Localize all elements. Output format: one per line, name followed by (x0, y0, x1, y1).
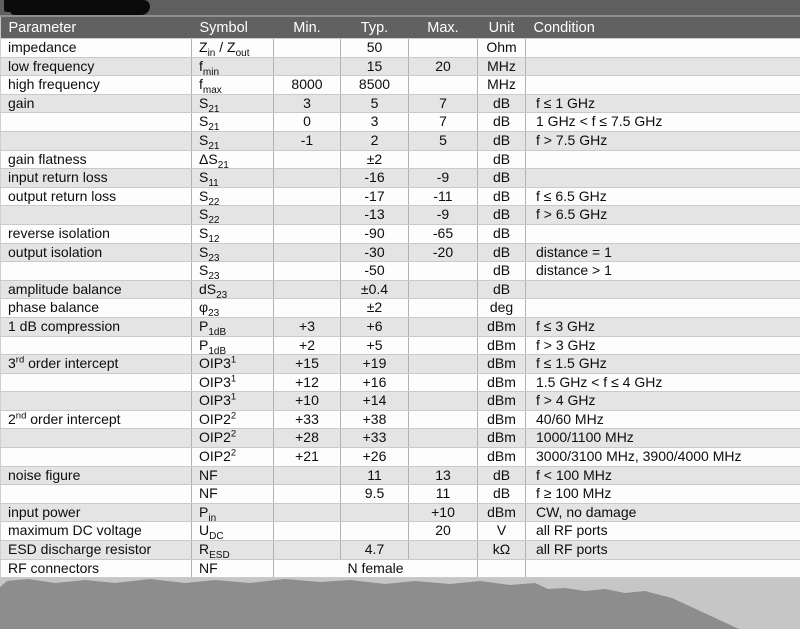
cell-parameter (1, 448, 192, 467)
table-row (1, 373, 800, 392)
table-row (1, 466, 800, 485)
cell-symbol: $S_{22}$ (192, 206, 274, 225)
cell-symbol: NF (192, 485, 274, 504)
cell-min (274, 541, 341, 560)
cell-parameter: 2nd order intercept (1, 410, 192, 429)
cell-parameter: input power (1, 503, 192, 522)
cell-symbol: NF (192, 559, 274, 578)
cell-unit: Ohm (478, 39, 526, 58)
cell-condition: f > 7.5 GHz (526, 131, 800, 150)
cell-merged-value: N female (274, 559, 478, 578)
cell-parameter (1, 429, 192, 448)
cell-unit: dBm (478, 317, 526, 336)
cell-unit: deg (478, 299, 526, 318)
table-body (1, 39, 800, 578)
cell-unit: dB (478, 94, 526, 113)
cell-unit: dBm (478, 429, 526, 448)
cell-condition: f ≤ 1 GHz (526, 94, 800, 113)
table-row (1, 336, 800, 355)
cell-max (409, 150, 478, 169)
cell-max: 5 (409, 131, 478, 150)
cell-symbol: $S_{23}$ (192, 262, 274, 281)
cell-min: 8000 (274, 76, 341, 95)
cell-max: +10 (409, 503, 478, 522)
cell-min: +21 (274, 448, 341, 467)
cell-condition (526, 169, 800, 188)
cell-condition: f ≤ 3 GHz (526, 317, 800, 336)
cell-typ: +14 (341, 392, 409, 411)
cell-parameter (1, 131, 192, 150)
cell-condition: f < 100 MHz (526, 466, 800, 485)
col-header-symbol: Symbol (192, 17, 274, 39)
cell-unit: dB (478, 280, 526, 299)
cell-min: +33 (274, 410, 341, 429)
cell-condition (526, 39, 800, 58)
cell-condition: 1.5 GHz < f ≤ 4 GHz (526, 373, 800, 392)
cell-typ (341, 503, 409, 522)
cell-max: 20 (409, 522, 478, 541)
cell-condition: CW, no damage (526, 503, 800, 522)
cell-typ: +19 (341, 355, 409, 374)
cell-parameter (1, 485, 192, 504)
table-row (1, 187, 800, 206)
table-row (1, 206, 800, 225)
cell-min (274, 262, 341, 281)
table-row (1, 76, 800, 95)
table-row (1, 224, 800, 243)
cell-unit: dBm (478, 336, 526, 355)
cell-symbol: $S_{21}$ (192, 131, 274, 150)
cell-max (409, 410, 478, 429)
cell-min (274, 187, 341, 206)
cell-symbol: $OIP3^1$ (192, 355, 274, 374)
cell-typ: +26 (341, 448, 409, 467)
cell-typ: 9.5 (341, 485, 409, 504)
cell-condition: all RF ports (526, 522, 800, 541)
cell-parameter: RF connectors (1, 559, 192, 578)
cell-parameter (1, 392, 192, 411)
cell-typ: -30 (341, 243, 409, 262)
table-row (1, 485, 800, 504)
cell-typ: -13 (341, 206, 409, 225)
cell-unit: dB (478, 262, 526, 281)
cell-typ: +6 (341, 317, 409, 336)
cell-min (274, 169, 341, 188)
cell-condition: distance = 1 (526, 243, 800, 262)
table-row (1, 559, 800, 578)
cell-typ: ±2 (341, 299, 409, 318)
cell-parameter: input return loss (1, 169, 192, 188)
cell-symbol: $S_{22}$ (192, 187, 274, 206)
cell-max (409, 336, 478, 355)
cell-parameter: noise figure (1, 466, 192, 485)
table-row (1, 262, 800, 281)
cell-min (274, 485, 341, 504)
cell-max: -9 (409, 169, 478, 188)
cell-typ: -17 (341, 187, 409, 206)
cell-min (274, 466, 341, 485)
cell-unit: dB (478, 466, 526, 485)
cell-typ: ±0.4 (341, 280, 409, 299)
col-header-unit: Unit (478, 17, 526, 39)
cell-typ: 3 (341, 113, 409, 132)
cell-min: +15 (274, 355, 341, 374)
cell-min (274, 243, 341, 262)
cell-symbol: $OIP2^2$ (192, 429, 274, 448)
cell-max (409, 448, 478, 467)
cell-condition: 3000/3100 MHz, 3900/4000 MHz (526, 448, 800, 467)
col-header-parameter: Parameter (1, 17, 192, 39)
cell-parameter: 1 dB compression (1, 317, 192, 336)
cell-max (409, 373, 478, 392)
cell-typ: -90 (341, 224, 409, 243)
cell-condition: f ≤ 1.5 GHz (526, 355, 800, 374)
cell-parameter: impedance (1, 39, 192, 58)
cell-max (409, 280, 478, 299)
cell-parameter: ESD discharge resistor (1, 541, 192, 560)
cell-symbol: $dS_{23}$ (192, 280, 274, 299)
cell-condition: f > 4 GHz (526, 392, 800, 411)
cell-max (409, 299, 478, 318)
cell-parameter: output return loss (1, 187, 192, 206)
cell-parameter (1, 336, 192, 355)
cell-unit: dBm (478, 410, 526, 429)
cell-typ: 4.7 (341, 541, 409, 560)
cell-parameter: high frequency (1, 76, 192, 95)
cell-unit: dBm (478, 373, 526, 392)
table-row (1, 94, 800, 113)
cell-min (274, 299, 341, 318)
table-row (1, 522, 800, 541)
cell-max: -20 (409, 243, 478, 262)
cell-symbol: $P_{in}$ (192, 503, 274, 522)
cell-condition: f ≥ 100 MHz (526, 485, 800, 504)
cell-max: -9 (409, 206, 478, 225)
redacted-title-blob (4, 0, 144, 12)
cell-max (409, 39, 478, 58)
cell-min (274, 150, 341, 169)
cell-parameter: output isolation (1, 243, 192, 262)
cell-symbol: $f_{min}$ (192, 57, 274, 76)
table-row (1, 243, 800, 262)
cell-unit: V (478, 522, 526, 541)
cell-unit: dB (478, 243, 526, 262)
cell-min: 3 (274, 94, 341, 113)
cell-condition (526, 280, 800, 299)
cell-condition (526, 57, 800, 76)
cell-symbol: NF (192, 466, 274, 485)
cell-min (274, 224, 341, 243)
cell-unit: dBm (478, 503, 526, 522)
cell-typ: 8500 (341, 76, 409, 95)
cell-max (409, 392, 478, 411)
table-row (1, 150, 800, 169)
cell-symbol: $P_{1dB}$ (192, 336, 274, 355)
table-row (1, 317, 800, 336)
cell-unit: MHz (478, 76, 526, 95)
table-row (1, 541, 800, 560)
cell-condition: 1000/1100 MHz (526, 429, 800, 448)
cell-unit: MHz (478, 57, 526, 76)
table-row (1, 503, 800, 522)
cell-condition: f ≤ 6.5 GHz (526, 187, 800, 206)
table-header-row (1, 17, 800, 39)
cell-parameter (1, 373, 192, 392)
col-header-min: Min. (274, 17, 341, 39)
cell-typ: 11 (341, 466, 409, 485)
table-row (1, 392, 800, 411)
title-band (0, 0, 800, 17)
cell-max (409, 355, 478, 374)
cell-parameter: phase balance (1, 299, 192, 318)
cell-min: +2 (274, 336, 341, 355)
cell-condition (526, 299, 800, 318)
cell-unit: dB (478, 150, 526, 169)
cell-condition: all RF ports (526, 541, 800, 560)
col-header-condition: Condition (526, 17, 800, 39)
cell-max: -11 (409, 187, 478, 206)
cell-symbol: $P_{1dB}$ (192, 317, 274, 336)
cell-max (409, 262, 478, 281)
cell-symbol: $S_{21}$ (192, 113, 274, 132)
cell-parameter: reverse isolation (1, 224, 192, 243)
cell-min: +3 (274, 317, 341, 336)
cell-max: 7 (409, 113, 478, 132)
cell-condition (526, 224, 800, 243)
cell-unit: dBm (478, 392, 526, 411)
cell-condition: f > 3 GHz (526, 336, 800, 355)
cell-symbol: $S_{11}$ (192, 169, 274, 188)
cell-typ: +16 (341, 373, 409, 392)
table-row (1, 131, 800, 150)
cell-symbol: $R_{ESD}$ (192, 541, 274, 560)
cell-unit: dB (478, 485, 526, 504)
col-header-max: Max. (409, 17, 478, 39)
cell-parameter: gain flatness (1, 150, 192, 169)
cell-max: 13 (409, 466, 478, 485)
cell-parameter: maximum DC voltage (1, 522, 192, 541)
cell-parameter: low frequency (1, 57, 192, 76)
cell-typ: 5 (341, 94, 409, 113)
cell-condition: f > 6.5 GHz (526, 206, 800, 225)
cell-unit: dB (478, 131, 526, 150)
table-row (1, 429, 800, 448)
cell-min: +12 (274, 373, 341, 392)
col-header-typ: Typ. (341, 17, 409, 39)
cell-max: -65 (409, 224, 478, 243)
cell-unit: dB (478, 187, 526, 206)
cell-parameter (1, 262, 192, 281)
cell-condition: distance > 1 (526, 262, 800, 281)
cell-typ: ±2 (341, 150, 409, 169)
cell-symbol: $OIP2^2$ (192, 448, 274, 467)
cell-typ: -16 (341, 169, 409, 188)
cell-max: 7 (409, 94, 478, 113)
cell-symbol: $\Delta S_{21}$ (192, 150, 274, 169)
cell-unit: dB (478, 206, 526, 225)
cell-symbol: $U_{DC}$ (192, 522, 274, 541)
table-row (1, 355, 800, 374)
cell-condition (526, 76, 800, 95)
cell-condition: 1 GHz < f ≤ 7.5 GHz (526, 113, 800, 132)
table-row (1, 39, 800, 58)
cell-typ: +33 (341, 429, 409, 448)
cell-min (274, 522, 341, 541)
cell-typ: +38 (341, 410, 409, 429)
cell-typ: 2 (341, 131, 409, 150)
cell-min (274, 206, 341, 225)
table-row (1, 410, 800, 429)
cell-unit: kΩ (478, 541, 526, 560)
cell-unit: dBm (478, 355, 526, 374)
cell-condition (526, 559, 800, 578)
cell-min (274, 503, 341, 522)
cell-parameter: gain (1, 94, 192, 113)
cell-symbol: $S_{12}$ (192, 224, 274, 243)
cell-symbol: $f_{max}$ (192, 76, 274, 95)
cell-symbol: $OIP2^2$ (192, 410, 274, 429)
cell-min: +28 (274, 429, 341, 448)
spec-table (0, 17, 800, 578)
cell-unit (478, 559, 526, 578)
table-row (1, 299, 800, 318)
cell-typ: 15 (341, 57, 409, 76)
table-row (1, 57, 800, 76)
table-row (1, 448, 800, 467)
cell-parameter (1, 206, 192, 225)
cell-max (409, 429, 478, 448)
cell-typ (341, 522, 409, 541)
cell-symbol: $OIP3^1$ (192, 373, 274, 392)
cell-parameter: amplitude balance (1, 280, 192, 299)
table-row (1, 113, 800, 132)
cell-unit: dB (478, 224, 526, 243)
cell-min (274, 57, 341, 76)
cell-min (274, 39, 341, 58)
cell-unit: dBm (478, 448, 526, 467)
cell-condition: 40/60 MHz (526, 410, 800, 429)
cell-min (274, 280, 341, 299)
cell-typ: -50 (341, 262, 409, 281)
cell-parameter (1, 113, 192, 132)
cell-min: -1 (274, 131, 341, 150)
cell-max (409, 541, 478, 560)
cell-symbol: $OIP3^1$ (192, 392, 274, 411)
cell-symbol: $\varphi_{23}$ (192, 299, 274, 318)
redacted-footnotes-blob (0, 578, 800, 629)
cell-symbol: $S_{23}$ (192, 243, 274, 262)
cell-min: 0 (274, 113, 341, 132)
cell-symbol: $S_{21}$ (192, 94, 274, 113)
cell-parameter: 3rd order intercept (1, 355, 192, 374)
cell-typ: 50 (341, 39, 409, 58)
cell-min: +10 (274, 392, 341, 411)
cell-max (409, 76, 478, 95)
cell-unit: dB (478, 169, 526, 188)
table-row (1, 169, 800, 188)
cell-symbol: $Z_{in} / Z_{out}$ (192, 39, 274, 58)
cell-max: 20 (409, 57, 478, 76)
cell-condition (526, 150, 800, 169)
table-row (1, 280, 800, 299)
cell-typ: +5 (341, 336, 409, 355)
cell-max: 11 (409, 485, 478, 504)
cell-unit: dB (478, 113, 526, 132)
cell-max (409, 317, 478, 336)
